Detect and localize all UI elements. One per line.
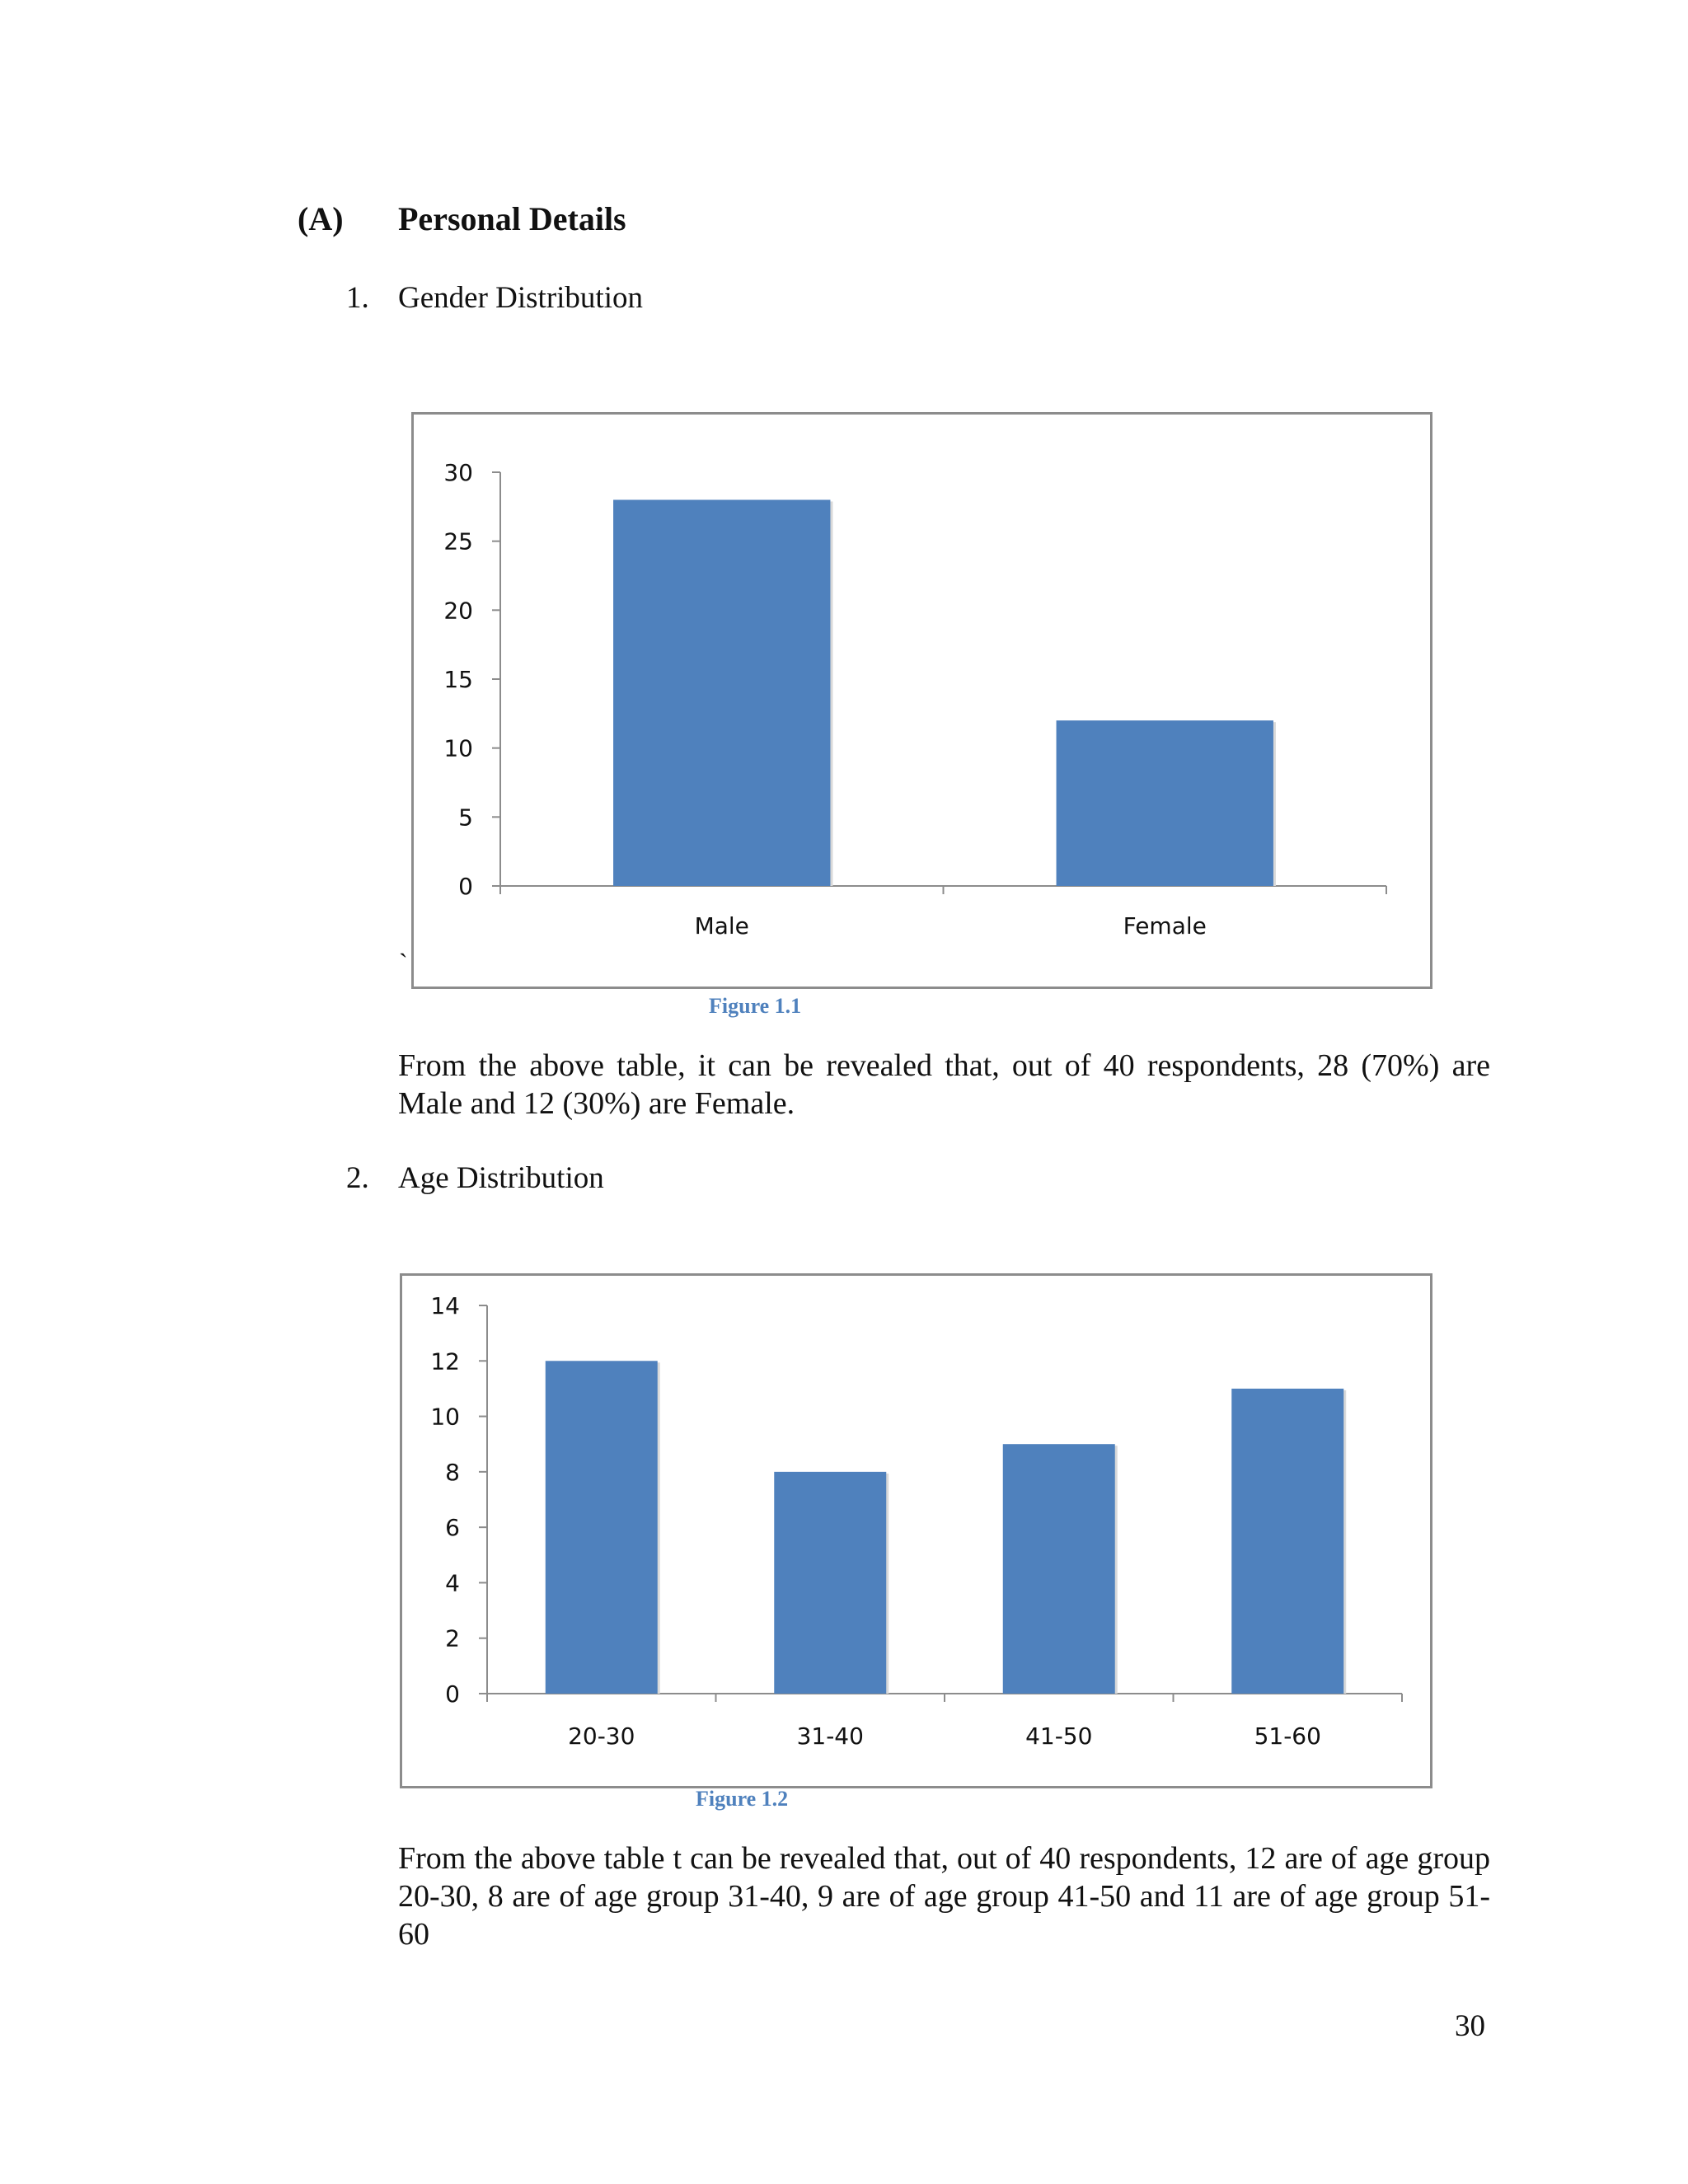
age-chart-frame [400, 1273, 1432, 1788]
age-bar [774, 1472, 886, 1694]
gender-y-tick-label: 25 [443, 527, 473, 555]
age-y-tick-label: 14 [430, 1292, 460, 1319]
gender-category-label: Male [694, 912, 749, 940]
item-number-age: 2. [346, 1161, 369, 1195]
page-number: 30 [1455, 2009, 1485, 2043]
age-y-tick-label: 10 [430, 1403, 460, 1431]
item-title-age: Age Distribution [398, 1161, 604, 1195]
figure-caption-2: Figure 1.2 [696, 1787, 789, 1811]
gender-y-tick-label: 20 [443, 597, 473, 625]
age-y-tick-label: 0 [445, 1680, 460, 1708]
age-bar [1231, 1389, 1343, 1694]
section-marker: (A) [298, 200, 344, 237]
age-category-label: 51-60 [1254, 1722, 1321, 1750]
age-y-tick-label: 2 [445, 1624, 460, 1652]
age-y-tick-label: 4 [445, 1569, 460, 1597]
age-category-label: 20-30 [568, 1722, 635, 1750]
stray-mark: ` [399, 948, 408, 977]
item-number-gender: 1. [346, 281, 369, 315]
gender-bar-chart [414, 415, 1430, 987]
item-title-gender: Gender Distribution [398, 281, 643, 315]
age-y-tick-label: 12 [430, 1347, 460, 1376]
gender-bar [613, 499, 830, 886]
age-paragraph: From the above table t can be revealed that, out of 40 respondents, 12 are of age group 20-30, 8 are of age group 31-40, 9 are of age group 41-50 and 11 are of age group 51-60 [398, 1841, 1490, 1952]
age-y-tick-label: 8 [445, 1458, 460, 1486]
age-bar [546, 1361, 658, 1694]
gender-y-tick-label: 30 [443, 459, 473, 486]
section-title: Personal Details [398, 200, 626, 237]
gender-y-tick-label: 10 [443, 734, 473, 762]
gender-y-tick-label: 15 [443, 666, 473, 693]
age-category-label: 41-50 [1025, 1722, 1093, 1750]
age-bar [1003, 1444, 1115, 1694]
figure-caption-1: Figure 1.1 [709, 994, 802, 1018]
gender-category-label: Female [1123, 912, 1207, 940]
gender-y-tick-label: 5 [458, 804, 473, 832]
gender-chart-frame [411, 412, 1432, 989]
gender-bar [1057, 720, 1273, 886]
gender-y-tick-label: 0 [458, 873, 473, 900]
age-y-tick-label: 6 [445, 1514, 460, 1542]
age-category-label: 31-40 [796, 1722, 864, 1750]
age-bar-chart [402, 1276, 1430, 1786]
gender-paragraph: From the above table, it can be revealed that, out of 40 respondents, 28 (70%) are Male and 12 (30%) are Female. [398, 1048, 1490, 1121]
